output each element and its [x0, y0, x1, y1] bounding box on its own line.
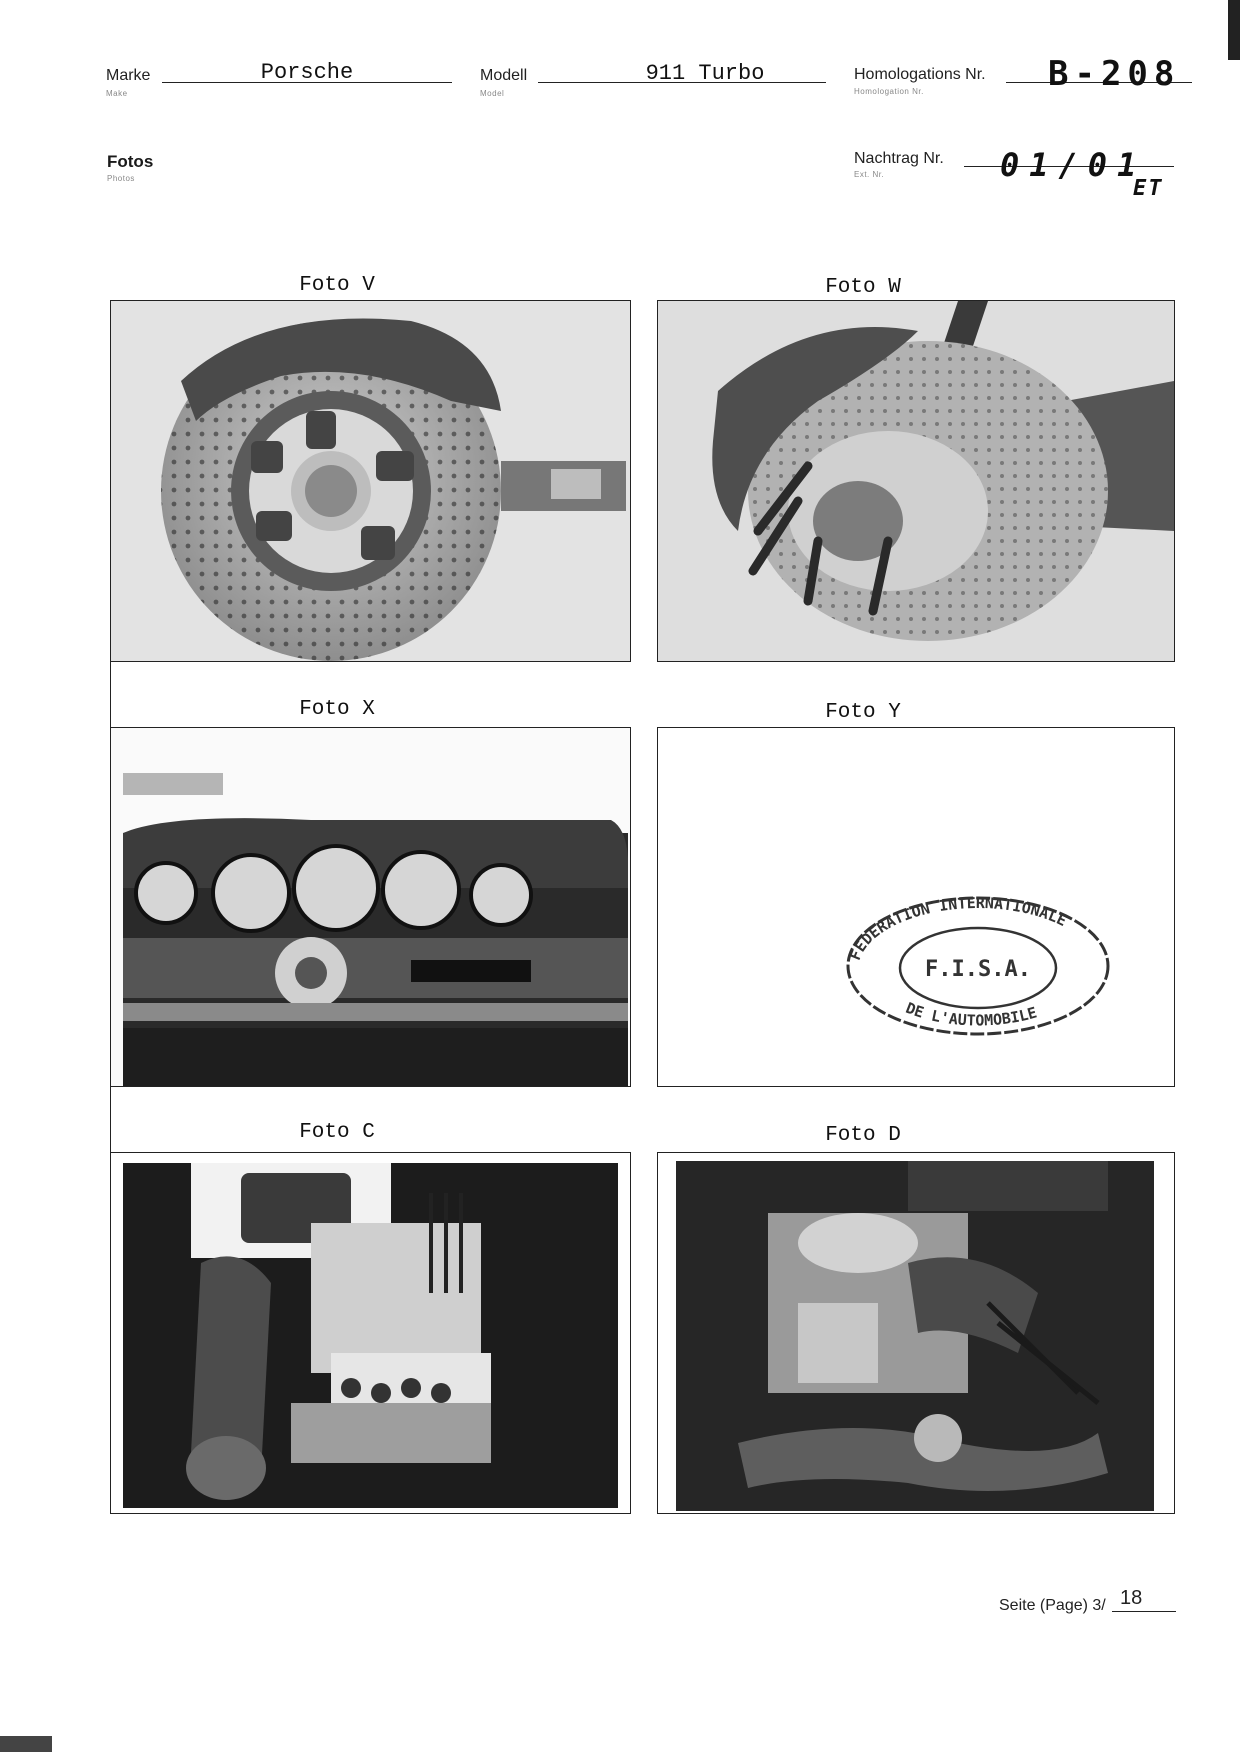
- photo-v: [110, 300, 631, 662]
- brake-assembly-image: [658, 301, 1174, 661]
- photo-caption-w: Foto W: [825, 276, 901, 299]
- stamp-top-text: FEDERATION INTERNATIONALE: [845, 893, 1070, 963]
- scan-edge-mark-top-right: [1228, 0, 1240, 60]
- photo-c: [110, 1152, 631, 1514]
- photo-y: [657, 727, 1175, 1087]
- engine-image-d: [658, 1153, 1174, 1513]
- stamp-center-text: F.I.S.A.: [925, 957, 1031, 982]
- photo-caption-c: Foto C: [299, 1121, 375, 1144]
- photo-caption-x: Foto X: [299, 698, 375, 721]
- photo-caption-d: Foto D: [825, 1124, 901, 1147]
- scan-edge-mark: [0, 1736, 52, 1752]
- modell-label: Modell: [480, 67, 528, 84]
- photo-caption-y: Foto Y: [825, 701, 901, 724]
- photo-w: [657, 300, 1175, 662]
- nachtrag-suffix: ET: [1133, 176, 1164, 201]
- modell-value: 911 Turbo: [645, 61, 765, 86]
- nachtrag-sublabel: Ext. Nr.: [854, 170, 885, 179]
- stamp-bottom-text: DE L'AUTOMOBILE: [903, 998, 1039, 1030]
- photo-d: [657, 1152, 1175, 1514]
- photo-x: [110, 727, 631, 1087]
- page-label: Seite (Page) 3/: [999, 1597, 1106, 1614]
- modell-sublabel: Model: [480, 89, 505, 98]
- fisa-stamp: [838, 888, 1118, 1038]
- marke-label: Marke: [106, 67, 151, 84]
- page-number: 18: [1120, 1587, 1143, 1609]
- marke-sublabel: Make: [106, 89, 128, 98]
- engine-image-c: [111, 1153, 630, 1513]
- dashboard-image: [111, 728, 630, 1086]
- section-title: Fotos: [107, 152, 154, 171]
- homologation-value: B-208: [1048, 54, 1181, 94]
- nachtrag-value: 01/01: [1000, 146, 1147, 184]
- homologation-sublabel: Homologation Nr.: [854, 87, 924, 96]
- section-sublabel: Photos: [107, 174, 135, 183]
- brake-disc-image: [111, 301, 630, 661]
- marke-value: Porsche: [260, 60, 354, 85]
- photo-caption-v: Foto V: [299, 274, 375, 297]
- homologation-label: Homologations Nr.: [854, 66, 986, 83]
- nachtrag-label: Nachtrag Nr.: [854, 150, 944, 167]
- page-number-underline: [1112, 1611, 1176, 1612]
